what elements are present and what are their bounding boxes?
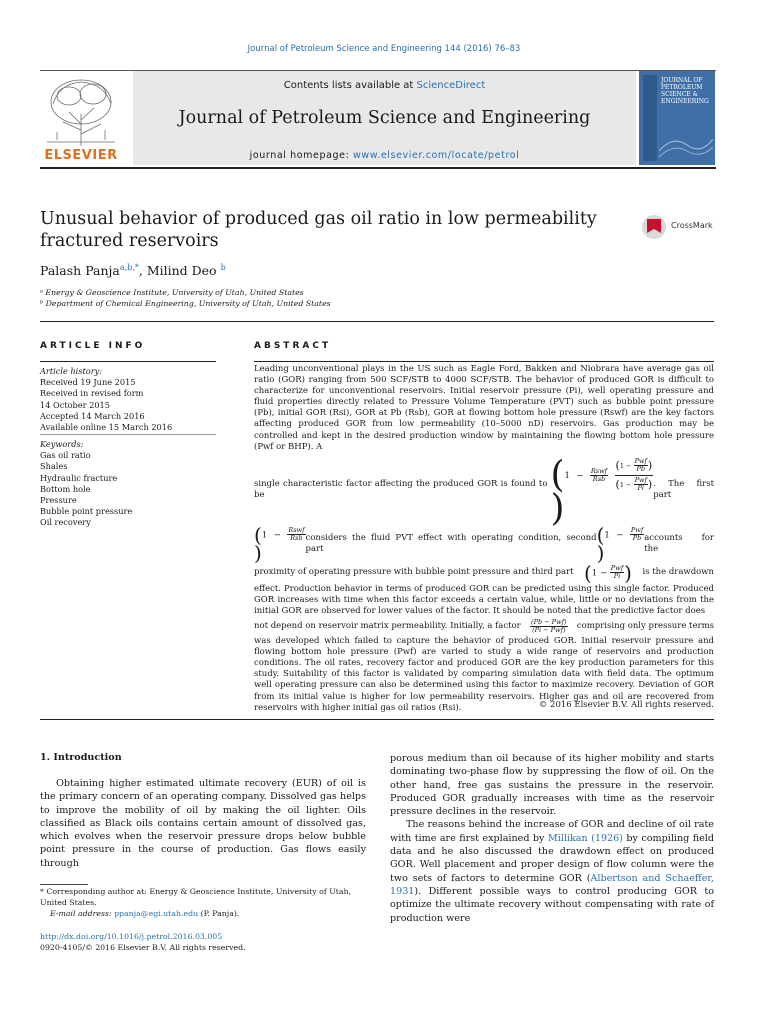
math-den: Pb bbox=[636, 465, 645, 474]
math-text: 1 − bbox=[591, 568, 608, 579]
math-den: Rsb bbox=[592, 474, 606, 483]
crossmark-badge[interactable] bbox=[641, 213, 721, 241]
citation-link[interactable]: Albertson and Schaeffer, 1931 bbox=[390, 872, 714, 897]
body-text: by compiling field data and he also discussed the drawdown effect on produced GOR. Well placement and proper design of flow column were the two sets of factors to determine GOR ( bbox=[390, 832, 714, 884]
abstract-bottom-rule bbox=[40, 719, 714, 720]
cover-stripe bbox=[643, 75, 657, 161]
journal-cover-thumbnail[interactable] bbox=[639, 71, 715, 165]
homepage-prefix: journal homepage: bbox=[249, 150, 353, 161]
math-fraction bbox=[610, 565, 624, 580]
left-column bbox=[40, 777, 366, 870]
abstract-body bbox=[254, 364, 714, 714]
history-item: Received in revised form bbox=[40, 388, 144, 399]
abstract-copyright: © 2016 Elsevier B.V. All rights reserved. bbox=[538, 700, 714, 710]
abstract-heading: ABSTRACT bbox=[254, 341, 332, 351]
affiliation-b: ᵇ Department of Chemical Engineering, University of Utah, United States bbox=[40, 299, 331, 308]
abstract-text: not depend on reservoir matrix permeability. Initially, a factor bbox=[254, 620, 521, 631]
math-den: Pi bbox=[613, 572, 621, 581]
author-affiliation-marker[interactable]: a,b,* bbox=[119, 263, 139, 272]
running-header[interactable]: Journal of Petroleum Science and Engineering 144 (2016) 76–83 bbox=[247, 44, 521, 54]
section-heading: 1. Introduction bbox=[40, 752, 122, 763]
keyword: Shales bbox=[40, 461, 68, 472]
email-label: E-mail address: bbox=[50, 909, 115, 918]
article-title-line1: Unusual behavior of produced gas oil ratio in low permeability bbox=[40, 209, 597, 229]
math-fraction bbox=[630, 527, 644, 542]
abstract-line bbox=[254, 522, 714, 565]
body-paragraph: Obtaining higher estimated ultimate recovery (EUR) of oil is the primary concern of an operating company. Dissolved gas helps to improve the mobility of oil by making the oil lighter. Oils classified as Black oils contains certain amount of dissolved gas, which evolves when the reservoir pressure drops below bubble point pressure in the course of production. Gas flows easily through bbox=[40, 778, 366, 869]
math-fraction bbox=[287, 527, 305, 542]
abstract-paragraph: effect. Production behavior in terms of produced GOR can be predicted using this single factor. Produced GOR increases with time when this factor exceeds a certain value, while, little or no deviations from the initial GOR are observed for lower values of the factor. It should be noted that the predictive factor does bbox=[254, 583, 714, 616]
right-column bbox=[390, 752, 714, 925]
history-label: Article history: bbox=[40, 366, 102, 376]
keywords-rule bbox=[40, 434, 216, 435]
contents-availability bbox=[133, 80, 636, 91]
math-den: Pi bbox=[637, 484, 644, 493]
body-paragraph bbox=[390, 818, 714, 924]
journal-homepage bbox=[133, 150, 636, 161]
abstract-text: comprising only pressure terms bbox=[576, 620, 714, 631]
author-affiliation-marker[interactable]: b bbox=[220, 263, 226, 272]
paren: ( bbox=[254, 522, 262, 547]
footnote-email bbox=[40, 909, 376, 920]
factor-equation bbox=[550, 454, 653, 529]
math-text: 1 − bbox=[619, 480, 632, 489]
paren: ) bbox=[254, 540, 262, 565]
abstract-paragraph: was developed which failed to capture the behavior of produced GOR. Initial reservoir pressure and flowing bottom hole pressure (Pwf) are varied to study a wide range of reservoirs and production conditions. The oil rates, recovery factor and produced GOR are the key production parameters for this study. Suitability of this factor is validated by comparing simulation data with field data. The optimum well operating pressure can also be determined using this factor to maximize recovery. Deviation of GOR from its initial value is higher for low permeability reservoirs. Higher gas and oil are recovered from reservoirs with higher initial gas oil ratios (Rsi). bbox=[254, 636, 714, 713]
math-den: (1 − $\frac{\text{Pwf}}{Pi}$ ) bbox=[615, 476, 653, 493]
article-title bbox=[40, 208, 600, 252]
math-part2 bbox=[596, 522, 645, 565]
cover-graphic bbox=[659, 121, 713, 161]
math-fraction bbox=[634, 477, 648, 492]
abstract-line bbox=[254, 619, 714, 634]
article-history bbox=[40, 366, 216, 433]
math-num: Pwf bbox=[630, 526, 644, 535]
math-num: Rswf bbox=[590, 466, 608, 475]
abstract-factor-line bbox=[254, 454, 714, 529]
citation-link[interactable]: Millikan (1926) bbox=[547, 832, 623, 844]
doi-text[interactable]: http://dx.doi.org/10.1016/j.petrol.2016.03.005 bbox=[40, 932, 223, 941]
article-title-line2: fractured reservoirs bbox=[40, 231, 219, 251]
keyword: Hydraulic fracture bbox=[40, 472, 118, 483]
math-num: Pwf bbox=[610, 564, 624, 573]
math-fraction bbox=[615, 457, 654, 494]
math-num: (Pb − Pwf) bbox=[531, 618, 567, 627]
math-num: Pwf bbox=[634, 476, 647, 485]
body-paragraph: porous medium than oil because of its higher mobility and starts dominating two-phase flow by suppressing the flow of oil. On the other hand, free gas sustains the pressure in the reservoir. Produced GOR gradually increases with time as the reservoir pressure declines in the reservoir. bbox=[390, 753, 714, 818]
keyword: Bottom hole bbox=[40, 483, 91, 494]
history-item: 14 October 2015 bbox=[40, 399, 110, 410]
math-text: 1 − bbox=[261, 530, 281, 541]
article-info-rule bbox=[40, 361, 216, 362]
affiliation-a: ᵃ Energy & Geoscience Institute, University of Utah, United States bbox=[40, 288, 304, 297]
issn-line: 0920-4105/© 2016 Elsevier B.V. All rights reserved. bbox=[40, 943, 246, 952]
paren: ( bbox=[596, 522, 605, 547]
sciencedirect-link[interactable]: ScienceDirect bbox=[416, 80, 486, 91]
math-text: 1 − bbox=[619, 461, 632, 470]
cover-title: JOURNAL OF PETROLEUM SCIENCE & ENGINEERING bbox=[661, 77, 709, 105]
paren: ) bbox=[550, 487, 565, 529]
crossmark-label: CrossMark bbox=[671, 221, 713, 230]
math-text: 1 − bbox=[604, 530, 624, 541]
footnote-rule bbox=[40, 884, 88, 885]
paren: ) bbox=[596, 540, 605, 565]
history-item: Available online 15 March 2016 bbox=[40, 422, 173, 433]
abstract-text: is the drawdown bbox=[642, 567, 714, 578]
paren: ) bbox=[624, 560, 632, 585]
keywords-label: Keywords: bbox=[40, 439, 84, 449]
math-num: Rswf bbox=[288, 526, 305, 535]
keyword: Gas oil ratio bbox=[40, 450, 91, 461]
math-den: Pb bbox=[632, 534, 642, 543]
doi-link[interactable] bbox=[40, 932, 366, 943]
article-info-heading: ARTICLE INFO bbox=[40, 341, 146, 351]
abstract-text: . The first part bbox=[653, 479, 714, 501]
math-part1 bbox=[254, 522, 306, 565]
author-list bbox=[40, 263, 226, 278]
math-num: (1 − $\frac{\text{Pwf}}{Pb}$ ) bbox=[615, 457, 654, 476]
math-den: (Pi − Pwf) bbox=[532, 626, 566, 635]
paren: ( bbox=[584, 560, 592, 585]
author-name[interactable]: Palash Panja bbox=[40, 263, 120, 279]
paren: ( bbox=[550, 454, 565, 496]
elsevier-wordmark: ELSEVIER bbox=[44, 148, 118, 163]
abstract-text: proximity of operating pressure with bubble point pressure and third part bbox=[254, 567, 574, 578]
history-item: Received 19 June 2015 bbox=[40, 377, 136, 388]
body-text: The reasons behind the increase of GOR and decline of oil rate with time are first explained by bbox=[390, 819, 714, 844]
email-suffix: (P. Panja). bbox=[198, 909, 240, 918]
math-fraction bbox=[634, 458, 648, 473]
author-name[interactable]: Milind Deo bbox=[146, 263, 217, 279]
math-part3 bbox=[584, 560, 632, 585]
math-one-minus: 1 − bbox=[564, 470, 584, 481]
header-divider bbox=[40, 321, 714, 322]
math-fraction bbox=[590, 468, 608, 483]
homepage-link[interactable]: www.elsevier.com/locate/petrol bbox=[353, 150, 520, 161]
journal-title: Journal of Petroleum Science and Engineering bbox=[178, 108, 591, 128]
abstract-paragraph: Leading unconventional plays in the US such as Eagle Ford, Bakken and Niobrara have average gas oil ratio (GOR) ranging from 500 SCF/STB to 4000 SCF/STB. The behavior of produced GOR is difficult to characterize for unconventional reservoirs. Initial reservoir pressure (Pi), well operating pressure and fluid properties directly related to Pressure Volume Temperature (PVT) such as bubble point pressure (Pb), initial GOR (Rsi), GOR at Pb (Rsb), GOR at flowing bottom hole pressure (Rswf) are the key factors affecting produced GOR from low permeability (10–5000 nD) reservoirs. Gas production may be controlled and kept in the desired production window by maintaining the flowing bottom hole pressure (Pwf or BHP). A bbox=[254, 364, 714, 452]
abstract-rule bbox=[254, 361, 714, 362]
contents-prefix: Contents lists available at bbox=[283, 80, 417, 91]
abstract-text: accounts for the bbox=[644, 532, 714, 554]
math-den: Rsb bbox=[290, 534, 303, 543]
abstract-text: considers the fluid PVT effect with operating condition, second part bbox=[305, 532, 597, 554]
math-num: Pwf bbox=[634, 457, 647, 466]
crossmark-icon bbox=[641, 213, 667, 241]
author-separator: , bbox=[138, 263, 147, 279]
abstract-line bbox=[254, 560, 714, 585]
keyword: Oil recovery bbox=[40, 517, 91, 528]
footnote-corresponding: * Corresponding author at: Energy & Geoscience Institute, University of Utah, United States. bbox=[40, 887, 352, 907]
math-fraction bbox=[530, 619, 568, 634]
masthead-bottom-rule bbox=[40, 167, 716, 169]
body-text: ). Different possible ways to control producing GOR to optimize the ultimate recovery without compensating with rate of production were bbox=[390, 885, 714, 924]
keyword: Bubble point pressure bbox=[40, 506, 133, 517]
history-item: Accepted 14 March 2016 bbox=[40, 410, 145, 421]
abstract-text: single characteristic factor affecting the produced GOR is found to be bbox=[254, 479, 548, 501]
keyword: Pressure bbox=[40, 495, 77, 506]
keywords-list bbox=[40, 439, 216, 529]
email-link[interactable]: ppanja@egi.utah.edu bbox=[114, 909, 199, 918]
